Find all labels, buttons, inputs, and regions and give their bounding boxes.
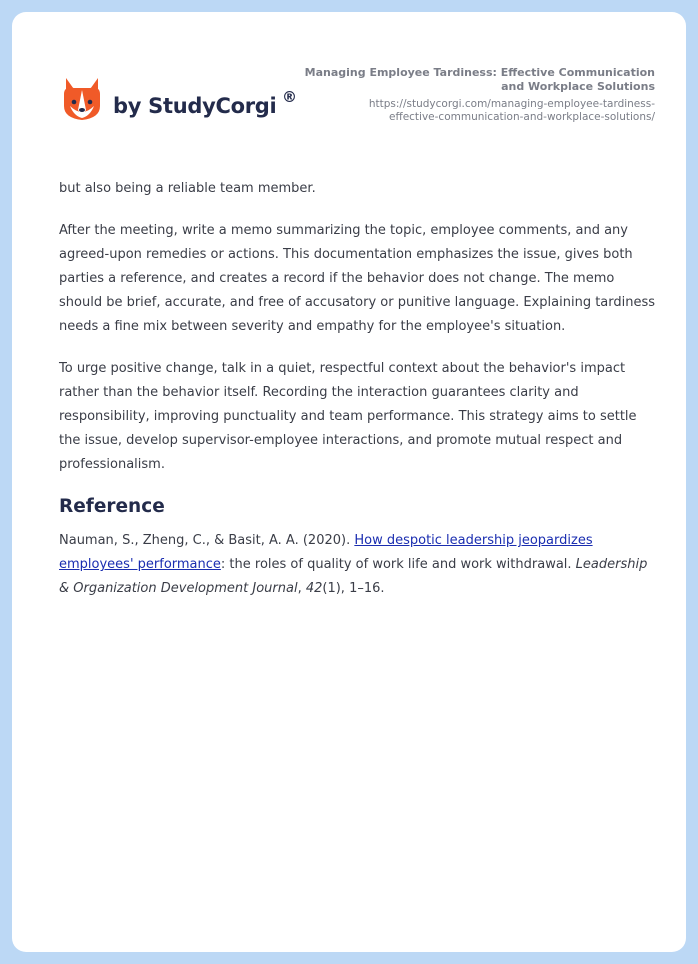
paragraph: After the meeting, write a memo summarizing the topic, employee comments, and any agreed-upon remedies or actions. This documentation emphasizes the issue, gives both parties a reference, and creates a record if the behavior does not change. The memo should be brief, accurate, and free of accusatory or punitive language. Explaining tardiness needs a fine mix between severity and empathy for the employee's situation.: [59, 223, 656, 334]
paragraph: To urge positive change, talk in a quiet, respectful context about the behavior's impact rather than the behavior itself. Recording the interaction guarantees clarity and responsibility, improving punctuality and team performance. This strategy aims to settle the issue, develop supervisor-employee interactions, and promote mutual respect and professionalism.: [59, 361, 637, 472]
paragraph: but also being a reliable team member.: [59, 181, 316, 196]
document-page: [12, 12, 686, 952]
document-url[interactable]: https://studycorgi.com/managing-employee-tardiness- effective-communication-and-workplace-solutions/: [368, 98, 655, 123]
document-body: [59, 177, 659, 619]
studycorgi-logo[interactable]: [60, 76, 310, 136]
reference-link[interactable]: How despotic leadership jeopardizes employees' performance: [59, 533, 593, 572]
journal-name: Leadership & Organization Development Journal: [59, 557, 648, 596]
brand-name: by StudyCorgi: [113, 94, 277, 118]
document-header-info: [295, 66, 655, 124]
document-title: Managing Employee Tardiness: Effective Communication and Workplace Solutions: [304, 66, 655, 93]
corgi-logo-icon: [60, 76, 104, 124]
journal-volume: 42: [305, 581, 323, 596]
reference-heading: Reference: [59, 496, 165, 517]
reference-entry: Nauman, S., Zheng, C., & Basit, A. A. (2020). How despotic leadership jeopardizes employees' performance: the roles of quality of work life and work withdrawal. Leadership & Organization Development Journal, 42(1), 1–16.: [59, 533, 648, 596]
registered-mark: ®: [282, 88, 297, 106]
